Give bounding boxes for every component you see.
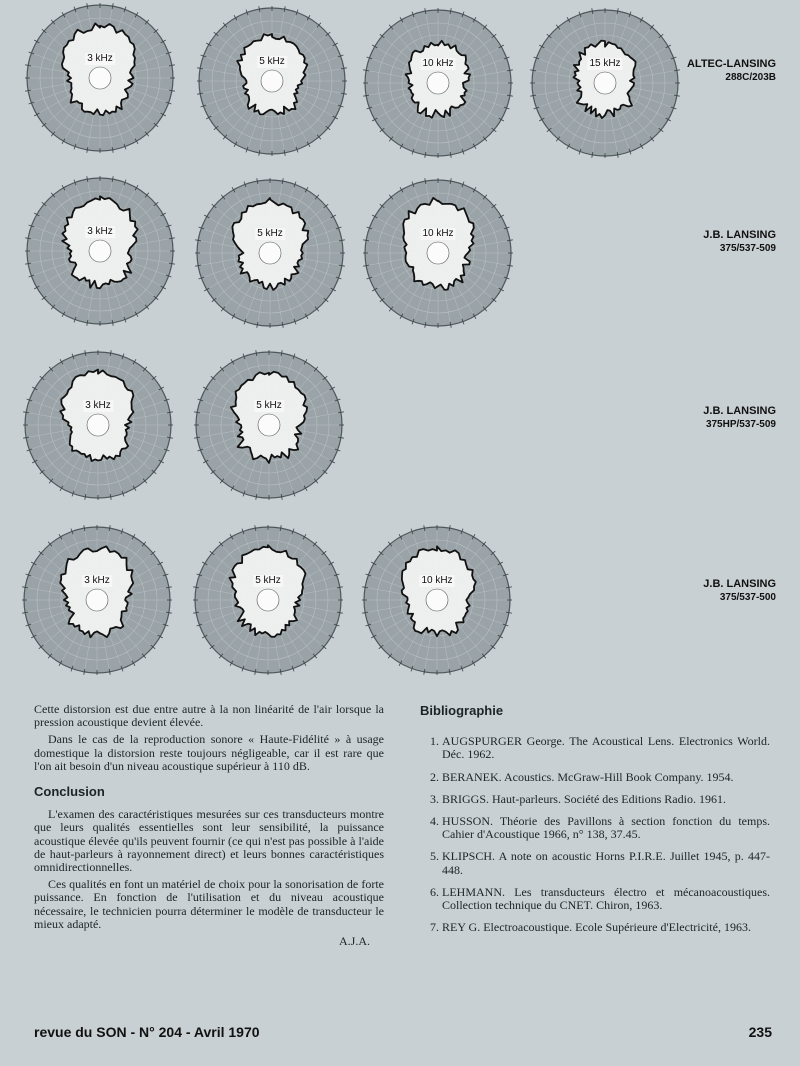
model-name: J.B. LANSING — [703, 229, 776, 241]
polar-plot — [363, 178, 513, 328]
frequency-label: 10 kHz — [421, 575, 453, 586]
frequency-label: 3 kHz — [87, 53, 113, 64]
polar-plot-graphic — [193, 525, 343, 675]
bibliography-item: 7. REY G. Electroacoustique. Ecole Supérieure d'Electricité, 1963. — [442, 921, 770, 934]
bibliography-item: 6. LEHMANN. Les transducteurs électro et mécanoacoustiques. Collection technique du CNET. Chiron, 1963. — [442, 886, 770, 912]
paragraph: L'examen des caractéristiques mesurées sur ces transducteurs montre que leurs qualités essentielles sont leur sensibilité, la puissance acoustique élevée qu'ils peuvent fournir (ce qui n'est pas possible à l'aide de haut-parleurs à rayonnement direct) et leurs bonnes caractéristiques omnidirectionnelles. — [34, 807, 384, 875]
polar-plot-graphic — [197, 6, 347, 156]
polar-plot — [197, 6, 347, 156]
model-caption — [703, 405, 776, 431]
model-name: ALTEC-LANSING — [686, 58, 776, 70]
polar-plot — [195, 178, 345, 328]
bibliography-heading: Bibliographie — [420, 703, 504, 718]
polar-plot-graphic — [363, 8, 513, 158]
model-name: J.B. LANSING — [703, 578, 776, 590]
page-number: 235 — [748, 1024, 772, 1040]
frequency-label: 3 kHz — [84, 575, 110, 586]
polar-plot — [193, 525, 343, 675]
bibliography-item: 5. KLIPSCH. A note on acoustic Horns P.I.R.E. Juillet 1945, p. 447-448. — [442, 850, 770, 876]
polar-plot-graphic — [362, 525, 512, 675]
polar-plot — [362, 525, 512, 675]
bibliography-item: 4. HUSSON. Théorie des Pavillons à section fonction du temps. Cahier d'Acoustique 1966, n° 138, 37.45. — [442, 815, 770, 841]
frequency-label: 5 kHz — [256, 400, 282, 411]
polar-plot — [530, 8, 680, 158]
bibliography-item: 2. BERANEK. Acoustics. McGraw-Hill Book Company. 1954. — [442, 771, 770, 784]
polar-plot-graphic — [363, 178, 513, 328]
polar-plot — [23, 350, 173, 500]
model-number: 375HP/537-509 — [705, 419, 776, 430]
journal-footer: revue du SON - N° 204 - Avril 1970 — [34, 1024, 260, 1040]
paragraph: Ces qualités en font un matériel de choix pour la sonorisation de forte puissance. En fonction de l'utilisation et du niveau acoustique nécessaire, le technicien pourra déterminer le modèle de transducteur le mieux adapté. — [34, 877, 384, 931]
model-caption — [687, 58, 776, 84]
polar-plot — [22, 525, 172, 675]
polar-plot — [363, 8, 513, 158]
frequency-label: 5 kHz — [259, 56, 285, 67]
conclusion-heading: Conclusion — [34, 784, 105, 800]
polar-plot-graphic — [22, 525, 172, 675]
polar-plot-graphic — [194, 350, 344, 500]
polar-plot-graphic — [195, 178, 345, 328]
bibliography-column — [420, 704, 770, 943]
model-caption — [703, 229, 776, 255]
frequency-label: 10 kHz — [422, 228, 454, 239]
polar-plot — [25, 176, 175, 326]
model-caption — [703, 578, 776, 604]
polar-plot — [194, 350, 344, 500]
polar-plot-graphic — [25, 3, 175, 153]
polar-plot-graphic — [25, 176, 175, 326]
bibliography-list — [420, 735, 770, 934]
model-number: 375/537-500 — [719, 592, 776, 603]
article-text-column — [34, 703, 384, 948]
model-number: 288C/203B — [725, 72, 776, 83]
frequency-label: 5 kHz — [255, 575, 281, 586]
polar-plot-graphic — [530, 8, 680, 158]
model-number: 375/537-509 — [719, 243, 776, 254]
paragraph: Dans le cas de la reproduction sonore « Haute-Fidélité » à usage domestique la distorsion reste toujours négligeable, car il est rare que l'on ait besoin d'un niveau acoustique supérieur à 110 dB. — [34, 732, 384, 773]
bibliography-item: 3. BRIGGS. Haut-parleurs. Société des Editions Radio. 1961. — [442, 793, 770, 806]
frequency-label: 5 kHz — [257, 228, 283, 239]
bibliography-item: 1. AUGSPURGER George. The Acoustical Lens. Electronics World. Déc. 1962. — [442, 735, 770, 761]
polar-plot-graphic — [23, 350, 173, 500]
polar-plot — [25, 3, 175, 153]
frequency-label: 3 kHz — [85, 400, 111, 411]
frequency-label: 15 kHz — [589, 58, 621, 69]
model-name: J.B. LANSING — [703, 405, 776, 417]
frequency-label: 10 kHz — [422, 58, 454, 69]
paragraph: Cette distorsion est due entre autre à la non linéarité de l'air lorsque la pression acoustique devient élevée. — [34, 702, 384, 730]
author-signature: A.J.A. — [338, 934, 370, 949]
frequency-label: 3 kHz — [87, 226, 113, 237]
